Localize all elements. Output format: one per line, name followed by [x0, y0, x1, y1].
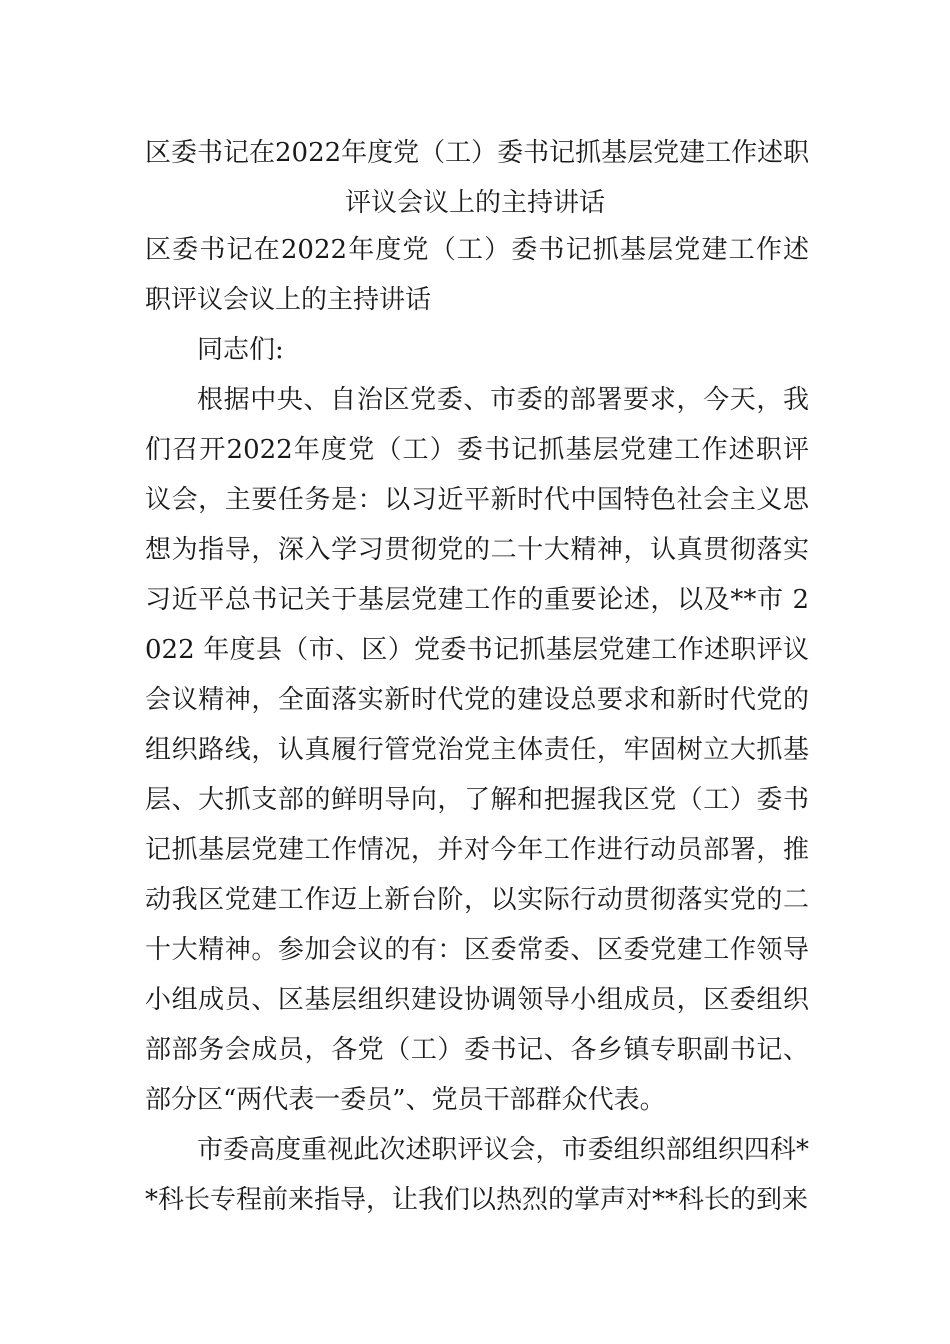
- title-line-1: 区委书记在2022年度党（工）委书记抓基层党建工作述职: [145, 138, 810, 168]
- salutation: 同志们:: [197, 335, 284, 365]
- document-title: [145, 128, 810, 228]
- repeated-title: 区委书记在2022年度党（工）委书记抓基层党建工作述职评议会议上的主持讲话: [145, 235, 809, 315]
- title-line-2: 评议会议上的主持讲话: [344, 188, 605, 218]
- paragraph-1: 根据中央、自治区党委、市委的部署要求，今天，我们召开2022年度党（工）委书记抓基层党建工作述职评议会，主要任务是：以习近平新时代中国特色社会主义思想为指导，深入学习贯彻党的二十大精神，认真贯彻落实习近平总书记关于基层党建工作的重要论述，以及**市 2022 年度县（市、区）党委书记抓基层党建工作述职评议会议精神，全面落实新时代党的建设总要求和新时代党的组织路线，认真履行管党治党主体责任，牢固树立大抓基层、大抓支部的鲜明导向，了解和把握我区党（工）委书记抓基层党建工作情况，并对今年工作进行动员部署，推动我区党建工作迈上新台阶，以实际行动贯彻落实党的二十大精神。参加会议的有：区委常委、区委党建工作领导小组成员、区基层组织建设协调领导小组成员，区委组织部部务会成员，各党（工）委书记、各乡镇专职副书记、部分区“两代表一委员”、党员干部群众代表。: [145, 385, 809, 1115]
- paragraph-2: 市委高度重视此次述职评议会，市委组织部组织四科**科长专程前来指导，让我们以热烈的掌声对**科长的到来: [145, 1135, 809, 1215]
- document-body: [145, 225, 809, 1225]
